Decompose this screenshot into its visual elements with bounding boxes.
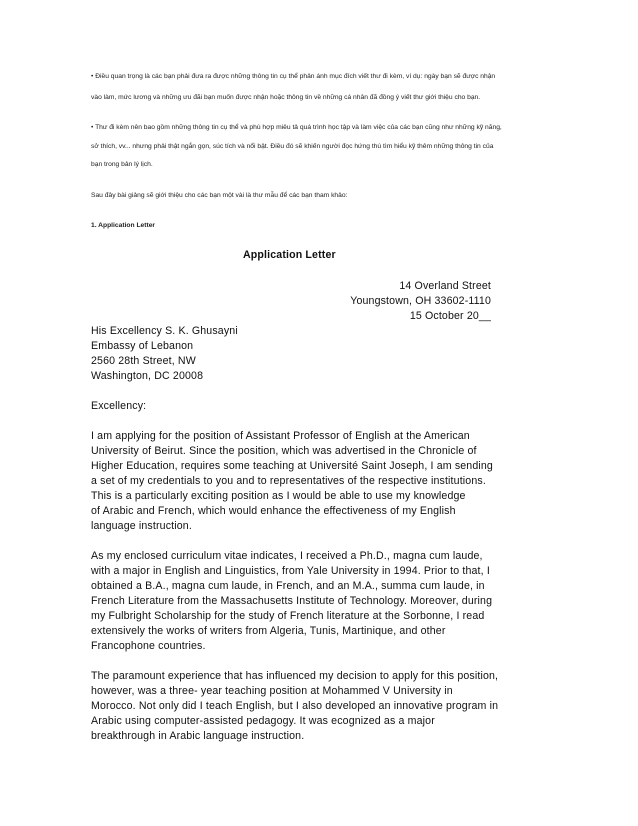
recipient-line-2: Embassy of Lebanon: [91, 340, 194, 352]
body-paragraph-3-line: however, was a three- year teaching position at Mohammed V University in: [91, 685, 453, 697]
recipient-line-3: 2560 28th Street, NW: [91, 355, 196, 367]
letter-date: 15 October 20__: [409, 310, 491, 322]
letter-title: Application Letter: [243, 249, 336, 261]
body-paragraph-2-line: with a major in English and Linguistics, from Yale University in 1994. Prior to that, I: [91, 565, 490, 577]
body-paragraph-1-line: University of Beirut. Since the position, which was advertised in the Chronicle of: [91, 445, 477, 457]
sender-address-line-2: Youngstown, OH 33602-1110: [350, 295, 491, 307]
body-paragraph-2-line: my Fulbright Scholarship for the study of French literature at the Sorbonne, I read: [91, 610, 485, 622]
body-paragraph-3-line: The paramount experience that has influenced my decision to apply for this position,: [91, 670, 499, 682]
body-paragraph-2-line: extensively the works of writers from Algeria, Tunis, Martinique, and other: [91, 625, 446, 637]
body-paragraph-1-line: a set of my credentials to you and to representatives of the respective institutions.: [91, 475, 486, 487]
intro-paragraph-1-line-2: vào làm, mức lương và những ưu đãi bạn muốn được nhận hoặc thông tin về những cá nhân đã đồng ý viết thư giới thiệu cho bạn.: [91, 94, 481, 101]
recipient-line-4: Washington, DC 20008: [91, 370, 204, 382]
intro-paragraph-2-line-3: bạn trong bản lý lịch.: [91, 161, 153, 168]
intro-paragraph-2-line-1: • Thư đi kèm nên bao gồm những thông tin cụ thể và phù hợp miêu tả quá trình học tập và làm việc của các bạn cũng như những kỹ năng,: [91, 124, 502, 131]
salutation: Excellency:: [91, 400, 147, 412]
body-paragraph-1-line: language instruction.: [91, 520, 192, 532]
intro-paragraph-1-line-1: • Điều quan trọng là các bạn phải đưa ra được những thông tin cụ thể phản ánh mục đích viết thư đi kèm, ví dụ: ngày bạn sẽ được nhận: [91, 73, 496, 80]
body-paragraph-3-line: Morocco. Not only did I teach English, but I also developed an innovative program in: [91, 700, 499, 712]
body-paragraph-1-line: Higher Education, requires some teaching at Université Saint Joseph, I am sending: [91, 460, 493, 472]
body-paragraph-3-line: Arabic using computer-assisted pedagogy. It was ecognized as a major: [91, 715, 435, 727]
body-paragraph-3-line: breakthrough in Arabic language instruction.: [91, 730, 305, 742]
body-paragraph-1-line: of Arabic and French, which would enhance the effectiveness of my English: [91, 505, 456, 517]
body-paragraph-2-line: Francophone countries.: [91, 640, 206, 652]
recipient-line-1: His Excellency S. K. Ghusayni: [91, 325, 238, 337]
body-paragraph-2-line: obtained a B.A., magna cum laude, in French, and an M.A., summa cum laude, in: [91, 580, 485, 592]
body-paragraph-1-line: This is a particularly exciting position as I would be able to use my knowledge: [91, 490, 466, 502]
body-paragraph-1-line: I am applying for the position of Assistant Professor of English at the American: [91, 430, 470, 442]
section-heading: 1. Application Letter: [91, 222, 156, 229]
body-paragraph-2-line: French Literature from the Massachusetts Institute of Technology. Moreover, during: [91, 595, 493, 607]
intro-paragraph-3: Sau đây bài giảng sẽ giới thiệu cho các bạn một vài là thư mẫu để các bạn tham khảo:: [91, 192, 348, 199]
body-paragraph-2-line: As my enclosed curriculum vitae indicates, I received a Ph.D., magna cum laude,: [91, 550, 483, 562]
intro-paragraph-2-line-2: sở thích, vv... nhưng phải thật ngắn gọn, súc tích và nổi bật. Điều đó sẽ khiến người đọc hứng thú tìm hiểu kỹ thêm những thông tin của: [91, 143, 494, 150]
sender-address-line-1: 14 Overland Street: [399, 280, 491, 292]
